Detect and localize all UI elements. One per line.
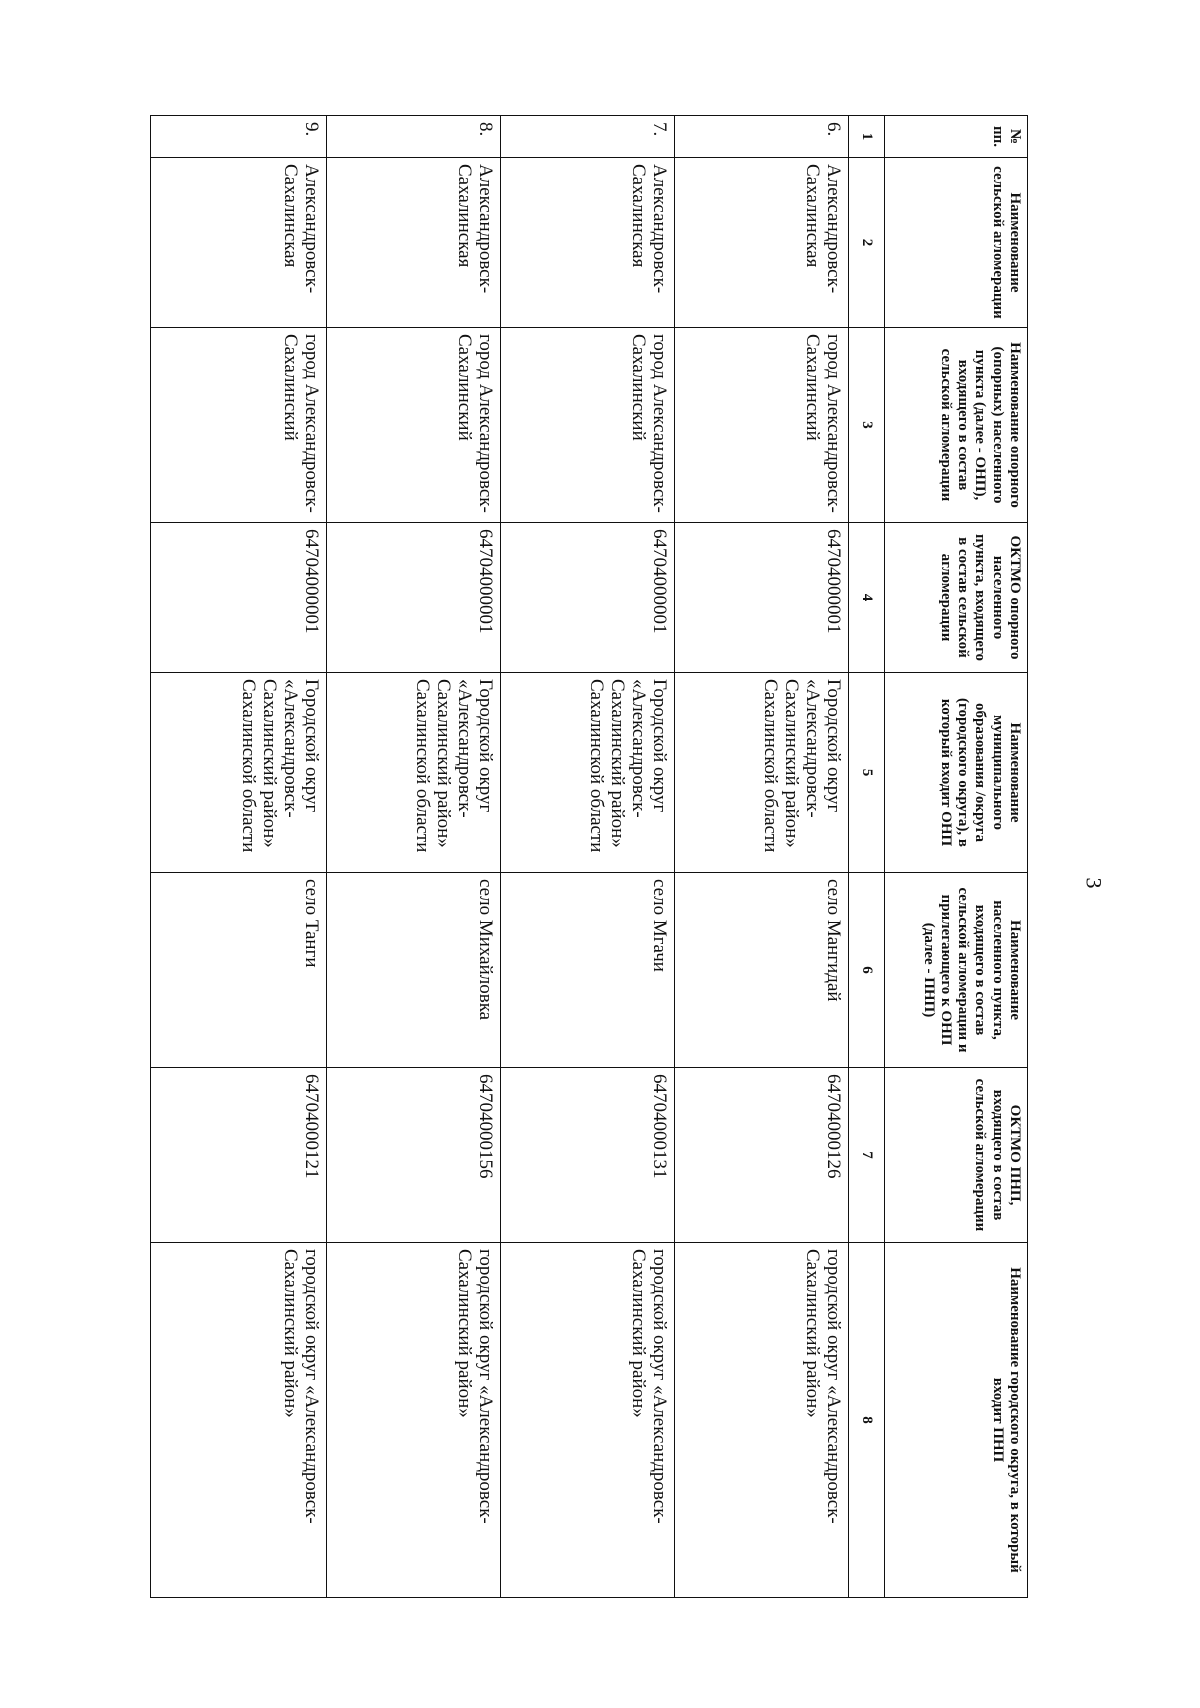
row-pnp-oktmo: 64704000121 xyxy=(151,1068,327,1243)
table-row xyxy=(151,116,327,1598)
row-onp: город Александровск-Сахалинский xyxy=(675,328,849,523)
row-pnp: село Танги xyxy=(151,873,327,1068)
agglomeration-table xyxy=(150,115,1028,1598)
table-row xyxy=(327,116,501,1598)
table-row xyxy=(675,116,849,1598)
header-pnp: Наименование населенного пункта, входящего в состав сельской агломерации и прилегающего к ОНП (далее - ПНП) xyxy=(884,873,1027,1068)
row-pnp: село Михайловка xyxy=(327,873,501,1068)
table-row xyxy=(501,116,675,1598)
row-agglomeration: Александровск-Сахалинская xyxy=(501,158,675,328)
column-number: 1 xyxy=(849,116,884,158)
row-municipality: Городской округ «Александровск-Сахалинский район» Сахалинской области xyxy=(501,673,675,873)
row-pnp: село Мангидай xyxy=(675,873,849,1068)
row-onp-oktmo: 64704000001 xyxy=(501,523,675,673)
row-onp-oktmo: 64704000001 xyxy=(675,523,849,673)
row-pnp-district: городской округ «Александровск-Сахалинский район» xyxy=(151,1243,327,1598)
header-onp: Наименование опорного (опорных) населенного пункта (далее - ОНП), входящего в состав сельской агломерации xyxy=(884,328,1027,523)
row-onp: город Александровск-Сахалинский xyxy=(151,328,327,523)
column-number: 8 xyxy=(849,1243,884,1598)
page-number: 3 xyxy=(1081,877,1107,889)
row-num: 6. xyxy=(675,116,849,158)
column-number-row xyxy=(849,116,884,1598)
row-pnp-oktmo: 64704000126 xyxy=(675,1068,849,1243)
header-num: № пп. xyxy=(884,116,1027,158)
column-number: 5 xyxy=(849,673,884,873)
table-wrapper xyxy=(150,115,1028,1597)
row-pnp-oktmo: 64704000156 xyxy=(327,1068,501,1243)
header-pnp-oktmo: ОКТМО ПНП, входящего в состав сельской агломерации xyxy=(884,1068,1027,1243)
row-onp-oktmo: 64704000001 xyxy=(151,523,327,673)
column-number: 7 xyxy=(849,1068,884,1243)
row-agglomeration: Александровск-Сахалинская xyxy=(151,158,327,328)
row-agglomeration: Александровск-Сахалинская xyxy=(327,158,501,328)
row-pnp-district: городской округ «Александровск-Сахалинский район» xyxy=(675,1243,849,1598)
header-agglomeration: Наименование сельской агломерации xyxy=(884,158,1027,328)
row-num: 9. xyxy=(151,116,327,158)
row-num: 7. xyxy=(501,116,675,158)
row-onp-oktmo: 64704000001 xyxy=(327,523,501,673)
column-number: 3 xyxy=(849,328,884,523)
row-agglomeration: Александровск-Сахалинская xyxy=(675,158,849,328)
header-municipality: Наименование муниципального образования /округа (городского округа), в который входит ОНП xyxy=(884,673,1027,873)
row-num: 8. xyxy=(327,116,501,158)
row-onp: город Александровск-Сахалинский xyxy=(501,328,675,523)
row-onp: город Александровск-Сахалинский xyxy=(327,328,501,523)
row-municipality: Городской округ «Александровск-Сахалинский район» Сахалинской области xyxy=(675,673,849,873)
header-pnp-district: Наименование городского округа, в который входит ПНП xyxy=(884,1243,1027,1598)
row-pnp-district: городской округ «Александровск-Сахалинский район» xyxy=(327,1243,501,1598)
column-number: 4 xyxy=(849,523,884,673)
header-onp-oktmo: ОКТМО опорного населенного пункта, входящего в состав сельской агломерации xyxy=(884,523,1027,673)
row-pnp-oktmo: 64704000131 xyxy=(501,1068,675,1243)
column-number: 6 xyxy=(849,873,884,1068)
row-municipality: Городской округ «Александровск-Сахалинский район» Сахалинской области xyxy=(151,673,327,873)
row-pnp-district: городской округ «Александровск-Сахалинский район» xyxy=(501,1243,675,1598)
column-number: 2 xyxy=(849,158,884,328)
row-pnp: село Мгачи xyxy=(501,873,675,1068)
rotated-table-container xyxy=(150,115,1028,1597)
table-header-row xyxy=(884,116,1027,1598)
row-municipality: Городской округ «Александровск-Сахалинский район» Сахалинской области xyxy=(327,673,501,873)
